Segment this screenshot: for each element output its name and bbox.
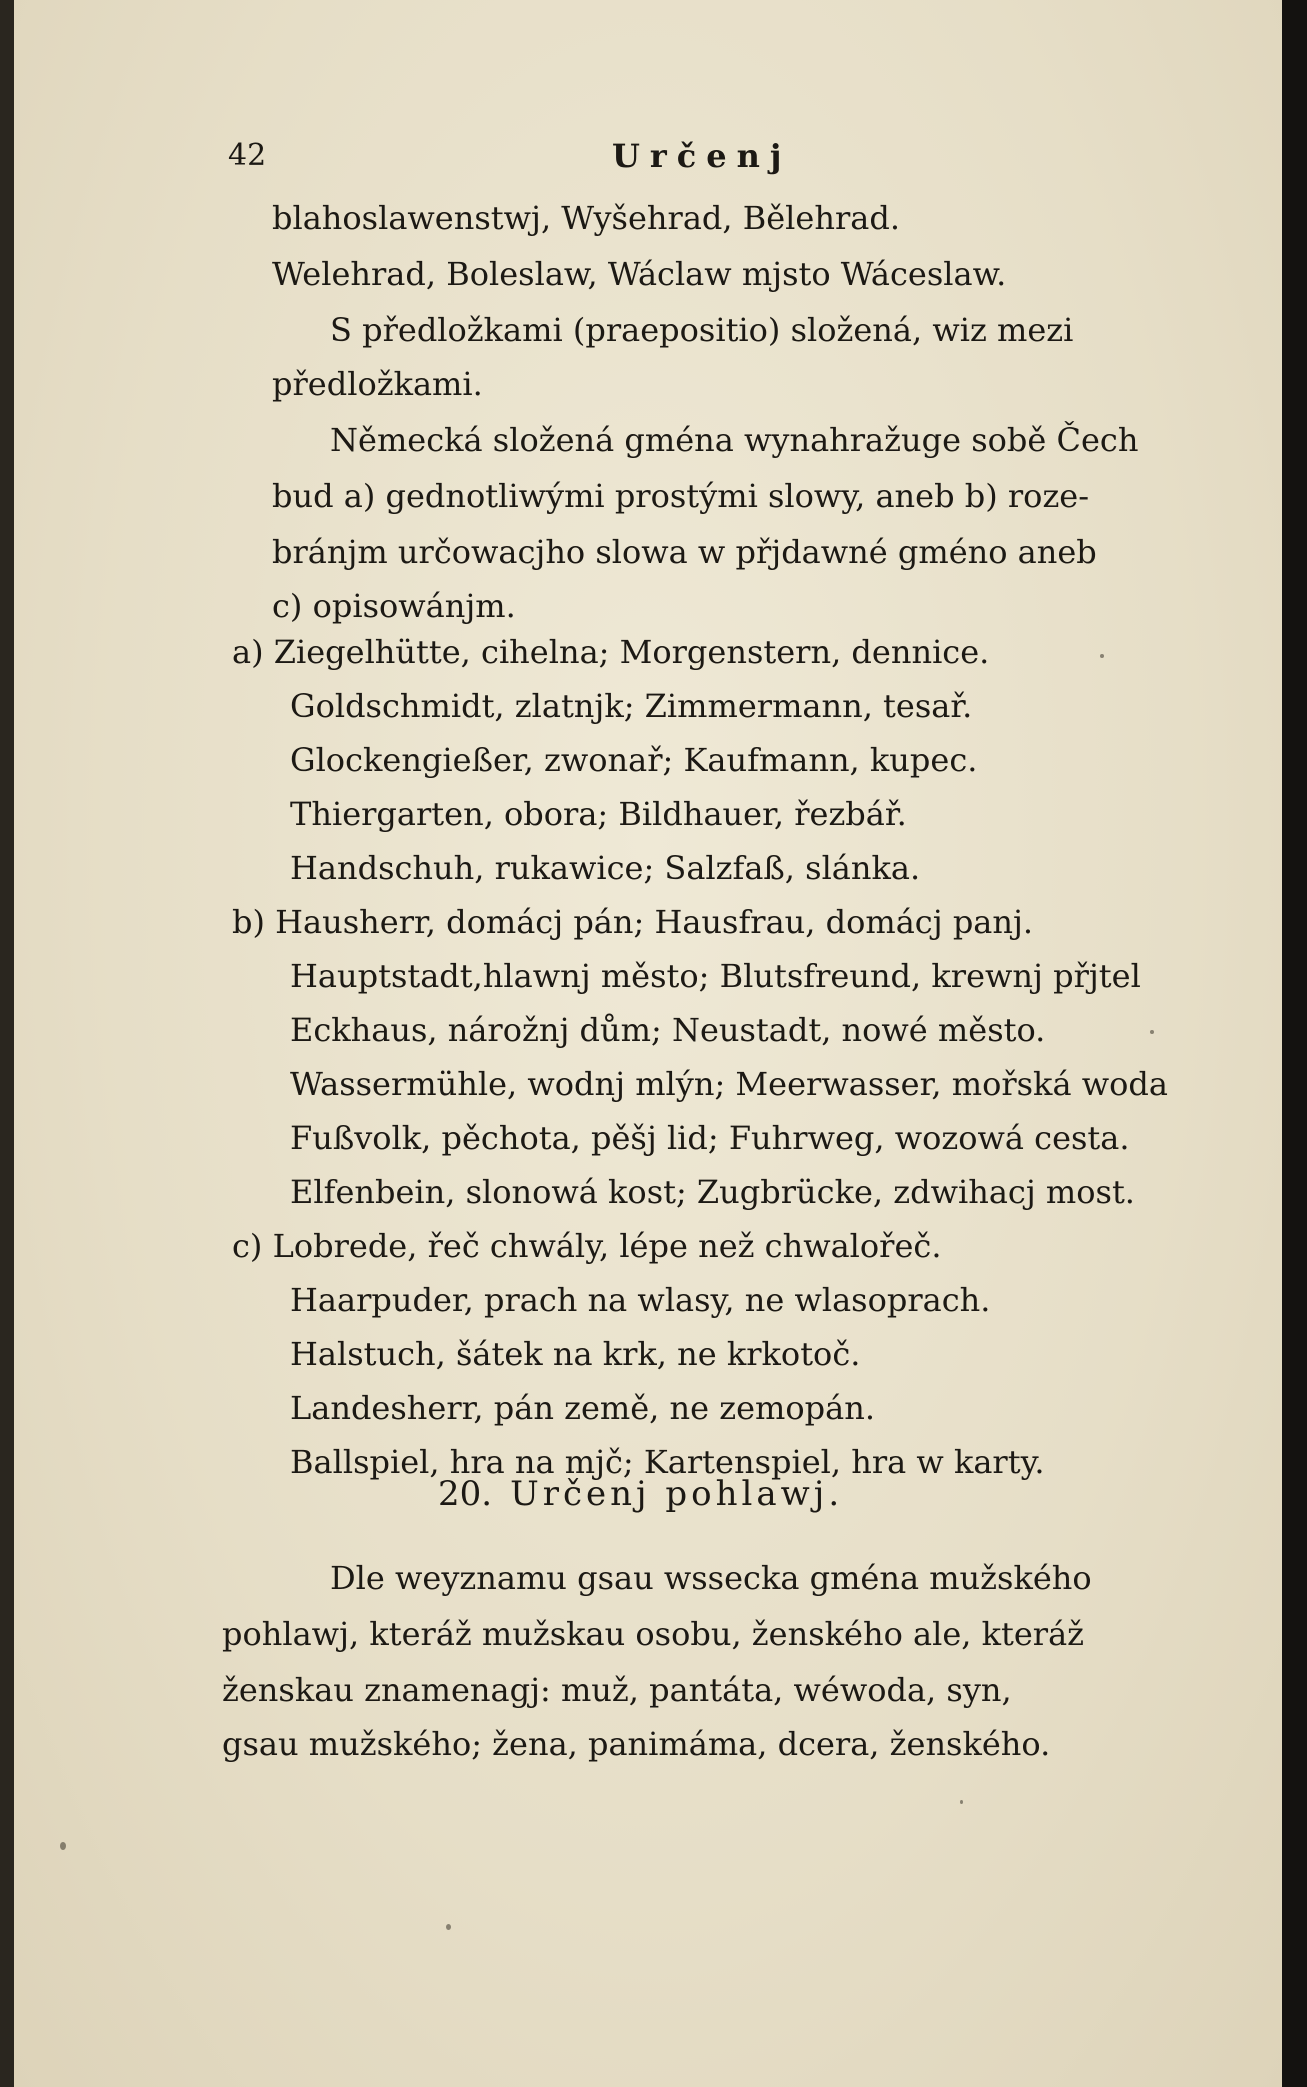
example-line: Ballspiel, hra na mjč; Kartenspiel, hra w karty. bbox=[290, 1443, 1045, 1481]
paragraph-line: pohlawj, kteráž mužskau osobu, ženského ale, kteráž bbox=[222, 1615, 1085, 1653]
example-line: Fußvolk, pěchota, pěšj lid; Fuhrweg, wozowá cesta. bbox=[290, 1119, 1130, 1157]
example-line: Haarpuder, prach na wlasy, ne wlasoprach. bbox=[290, 1281, 991, 1319]
text-line: Welehrad, Boleslaw, Wáclaw mjsto Wáceslaw. bbox=[272, 255, 1007, 293]
paper-speck bbox=[1100, 654, 1104, 658]
paper-speck bbox=[960, 1800, 963, 1804]
paragraph-line: gsau mužského; žena, panimáma, dcera, ženského. bbox=[222, 1725, 1051, 1763]
example-line: Goldschmidt, zlatnjk; Zimmermann, tesař. bbox=[290, 687, 973, 725]
page-left-edge bbox=[0, 0, 14, 2087]
text-line: S předložkami (praepositio) složená, wiz mezi bbox=[330, 311, 1074, 349]
section-title: Určenj pohlawj. bbox=[510, 1474, 844, 1514]
example-line: Landesherr, pán země, ne zemopán. bbox=[290, 1389, 875, 1427]
example-line: c) Lobrede, řeč chwály, lépe než chwalořeč. bbox=[232, 1227, 942, 1265]
paragraph-line: Dle weyznamu gsau wssecka gména mužského bbox=[330, 1559, 1092, 1597]
paper-speck bbox=[60, 1842, 66, 1850]
paper-speck bbox=[1150, 1030, 1154, 1034]
example-line: Glockengießer, zwonař; Kaufmann, kupec. bbox=[290, 741, 978, 779]
section-heading bbox=[438, 1474, 843, 1514]
text-line: Německá složená gména wynahražuge sobě Čech bbox=[330, 421, 1139, 459]
example-line: Halstuch, šátek na krk, ne krkotoč. bbox=[290, 1335, 861, 1373]
text-line: předložkami. bbox=[272, 365, 483, 403]
example-line: Thiergarten, obora; Bildhauer, řezbář. bbox=[290, 795, 907, 833]
paper-speck bbox=[446, 1924, 451, 1930]
example-line: b) Hausherr, domácj pán; Hausfrau, domácj panj. bbox=[232, 903, 1034, 941]
text-line: blahoslawenstwj, Wyšehrad, Bělehrad. bbox=[272, 199, 900, 237]
section-number: 20. bbox=[438, 1474, 493, 1514]
example-line: Wassermühle, wodnj mlýn; Meerwasser, mořská woda bbox=[290, 1065, 1168, 1103]
example-line: Hauptstadt,hlawnj město; Blutsfreund, krewnj přjtel bbox=[290, 957, 1141, 995]
page-right-edge bbox=[1282, 0, 1307, 2087]
text-line: c) opisowánjm. bbox=[272, 587, 516, 625]
example-line: Eckhaus, nárožnj dům; Neustadt, nowé město. bbox=[290, 1011, 1046, 1049]
example-line: Handschuh, rukawice; Salzfaß, slánka. bbox=[290, 849, 921, 887]
paragraph-line: ženskau znamenagj: muž, pantáta, wéwoda, syn, bbox=[222, 1671, 1012, 1709]
example-line: a) Ziegelhütte, cihelna; Morgenstern, dennice. bbox=[232, 633, 990, 671]
example-line: Elfenbein, slonowá kost; Zugbrücke, zdwihacj most. bbox=[290, 1173, 1135, 1211]
page-number: 42 bbox=[228, 138, 267, 173]
running-head: Určenj bbox=[612, 137, 792, 175]
text-line: bránjm určowacjho slowa w přjdawné gméno aneb bbox=[272, 533, 1097, 571]
text-line: bud a) gednotliwými prostými slowy, aneb b) roze- bbox=[272, 477, 1090, 515]
